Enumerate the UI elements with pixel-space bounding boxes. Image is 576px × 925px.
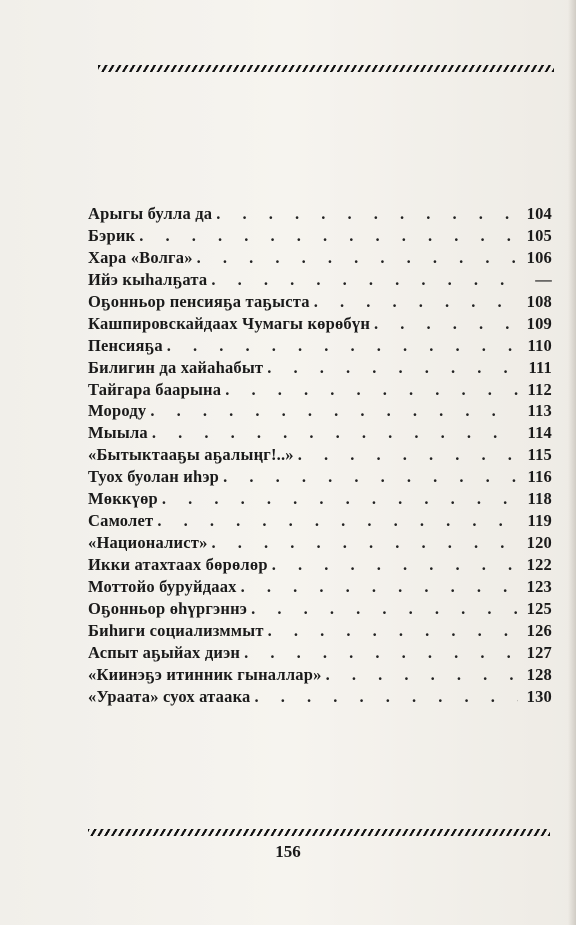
toc-entry-page: 120 (526, 533, 552, 553)
toc-entry-page: 127 (526, 642, 552, 662)
toc-entry (88, 445, 552, 467)
toc-dot-leader (212, 533, 518, 553)
table-of-contents (88, 204, 552, 709)
toc-dot-leader (150, 401, 518, 421)
toc-dot-leader (241, 577, 518, 597)
toc-entry-title: Икки атахтаах бөрөлөр (88, 555, 268, 574)
toc-dot-leader (216, 204, 518, 224)
toc-entry-title: «Киинэҕэ итинник гыналлар» (88, 664, 322, 684)
toc-entry-page: 111 (528, 357, 552, 377)
toc-entry (88, 599, 552, 621)
toc-dot-leader (223, 467, 518, 487)
toc-entry-title: Мороду (88, 401, 147, 421)
toc-dot-leader (197, 248, 518, 268)
toc-dot-leader (167, 336, 518, 356)
toc-entry-title: Оҕонньор өһүргэннэ (88, 598, 248, 618)
toc-entry-title: Биһиги социализммыт (88, 620, 264, 640)
toc-dot-leader (374, 314, 518, 334)
toc-entry (88, 665, 552, 687)
toc-entry (88, 226, 552, 248)
toc-dot-leader (251, 599, 518, 619)
toc-entry (88, 511, 552, 533)
toc-entry (88, 555, 552, 577)
toc-entry-title: «Националист» (88, 533, 208, 553)
toc-entry-page: 125 (526, 598, 552, 618)
toc-entry-page: 122 (526, 555, 552, 574)
toc-entry-page: 118 (527, 489, 552, 509)
toc-entry (88, 577, 552, 599)
toc-entry-page: 119 (527, 511, 552, 531)
toc-entry (88, 687, 552, 709)
toc-entry-title: Хара «Волга» (88, 247, 193, 267)
toc-dot-leader (268, 621, 518, 641)
toc-entry-title: Ийэ кыһалҕата (88, 269, 208, 289)
toc-entry-title: Арыгы булла да (88, 204, 213, 223)
toc-entry-title: Оҕонньор пенсияҕа таҕыста (88, 291, 310, 311)
toc-dot-leader (162, 489, 518, 509)
toc-entry-page: 130 (526, 686, 552, 706)
toc-dot-leader (272, 555, 518, 575)
toc-entry-title: «Ураата» суох атаака (88, 686, 251, 706)
toc-entry (88, 643, 552, 665)
toc-entry-title: Моттойо буруйдаах (88, 576, 237, 596)
toc-entry-page: 116 (527, 467, 552, 487)
toc-entry (88, 336, 552, 358)
toc-entry-page: 108 (526, 291, 552, 311)
toc-entry-title: Кашпировскайдаах Чумагы көрөбүн (88, 313, 371, 333)
toc-dot-leader (267, 358, 518, 378)
toc-entry-title: Аспыт аҕыйах диэн (88, 642, 241, 662)
toc-entry-title: Мөккүөр (88, 489, 158, 509)
toc-dot-leader (244, 643, 518, 663)
toc-entry-page: 114 (527, 423, 552, 443)
toc-entry-page: 105 (526, 225, 552, 245)
page-edge-shadow (568, 0, 576, 925)
toc-entry-page: 112 (527, 379, 552, 399)
toc-entry-page: 123 (526, 576, 552, 596)
toc-entry-page: 126 (526, 620, 552, 640)
toc-entry (88, 380, 552, 402)
toc-entry (88, 292, 552, 314)
toc-dot-leader (225, 380, 518, 400)
toc-entry-title: Мыыла (88, 423, 148, 443)
toc-entry-title: Самолет (88, 511, 154, 531)
toc-dot-leader (298, 445, 518, 465)
toc-entry (88, 489, 552, 511)
toc-entry-page: — (535, 269, 552, 289)
toc-entry (88, 204, 552, 226)
toc-dot-leader (254, 687, 518, 707)
toc-entry-title: Туох буолан иһэр (88, 467, 220, 487)
toc-entry-page: 115 (527, 445, 552, 465)
toc-entry (88, 621, 552, 643)
top-decorative-rule (98, 65, 554, 72)
toc-entry-page: 110 (527, 335, 552, 355)
toc-entry (88, 467, 552, 489)
toc-entry-page: 104 (526, 204, 552, 223)
toc-entry-title: Тайгара баарына (88, 379, 222, 399)
toc-entry (88, 533, 552, 555)
page-number: 156 (275, 842, 301, 861)
toc-entry (88, 314, 552, 336)
toc-dot-leader (139, 226, 518, 246)
toc-entry-title: Бэрик (88, 225, 136, 245)
toc-dot-leader (326, 665, 518, 685)
toc-entry-page: 106 (526, 247, 552, 267)
toc-dot-leader (211, 270, 518, 290)
toc-entry (88, 248, 552, 270)
toc-entry (88, 423, 552, 445)
toc-entry (88, 401, 552, 423)
toc-entry (88, 358, 552, 380)
toc-dot-leader (157, 511, 518, 531)
toc-entry-title: Пенсияҕа (88, 335, 163, 355)
toc-entry-page: 113 (527, 401, 552, 421)
toc-dot-leader (152, 423, 518, 443)
toc-entry-title: Билигин да хайаһабыт (88, 357, 264, 377)
toc-entry (88, 270, 552, 292)
toc-dot-leader (314, 292, 518, 312)
toc-entry-page: 128 (526, 664, 552, 684)
bottom-decorative-rule (88, 829, 550, 836)
toc-entry-page: 109 (526, 313, 552, 333)
toc-entry-title: «Бытыктааҕы аҕалыңг!..» (88, 445, 294, 465)
